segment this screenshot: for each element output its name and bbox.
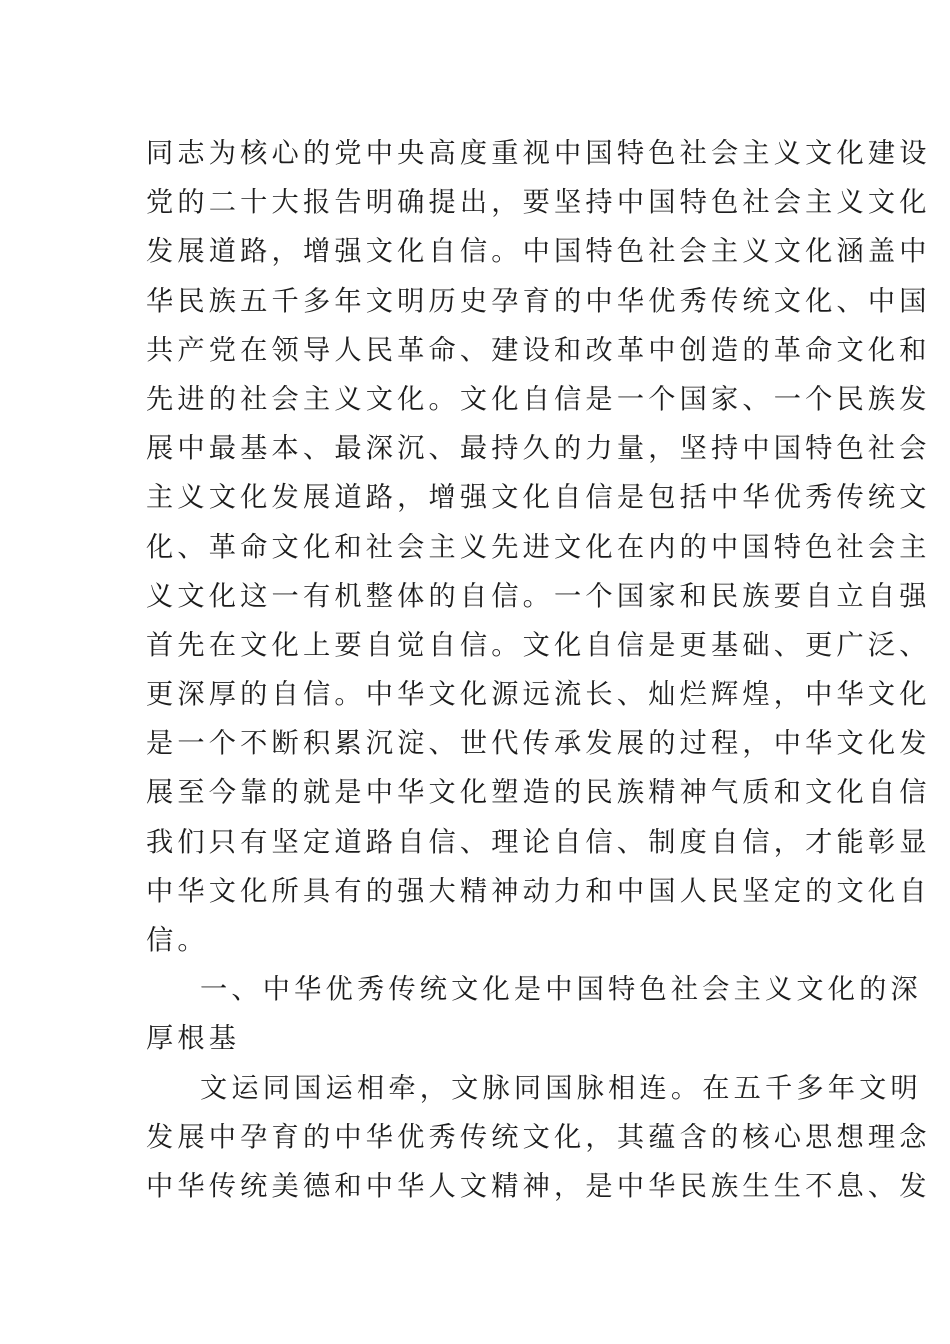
text-line: 中华传统美德和中华人文精神，是中华民族生生不息、发 [146,1170,931,1202]
section-heading-continued: 厚根基 [146,1023,241,1055]
text-line: 更深厚的自信。中华文化源远流长、灿烂辉煌，中华文化 [146,679,931,711]
text-line: 华民族五千多年文明历史孕育的中华优秀传统文化、中国 [146,285,931,317]
text-line: 展至今靠的就是中华文化塑造的民族精神气质和文化自信 [146,777,931,809]
text-line: 文运同国运相牵，文脉同国脉相连。在五千多年文明 [200,1072,922,1104]
text-line: 发展道路，增强文化自信。中国特色社会主义文化涵盖中 [146,236,931,268]
section-heading: 一、中华优秀传统文化是中国特色社会主义文化的深 [200,974,922,1006]
text-line: 中华文化所具有的强大精神动力和中国人民坚定的文化自 [146,875,931,907]
text-line: 义文化这一有机整体的自信。一个国家和民族要自立自强 [146,580,931,612]
text-line: 先进的社会主义文化。文化自信是一个国家、一个民族发 [146,383,931,415]
text-line: 展中最基本、最深沉、最持久的力量，坚持中国特色社会 [146,433,931,465]
text-line: 化、革命文化和社会主义先进文化在内的中国特色社会主 [146,531,931,563]
body-text [146,129,931,1211]
text-line: 党的二十大报告明确提出，要坚持中国特色社会主义文化 [146,187,931,219]
text-line: 共产党在领导人民革命、建设和改革中创造的革命文化和 [146,334,931,366]
text-line: 同志为核心的党中央高度重视中国特色社会主义文化建设 [146,138,931,169]
text-line: 是一个不断积累沉淀、世代传承发展的过程，中华文化发 [146,728,931,760]
text-line: 我们只有坚定道路自信、理论自信、制度自信，才能彰显 [146,826,931,858]
text-line: 信。 [146,925,209,956]
text-line: 发展中孕育的中华优秀传统文化，其蕴含的核心思想理念 [146,1121,931,1153]
text-line: 主义文化发展道路，增强文化自信是包括中华优秀传统文 [146,482,931,514]
text-line: 首先在文化上要自觉自信。文化自信是更基础、更广泛、 [146,629,931,661]
